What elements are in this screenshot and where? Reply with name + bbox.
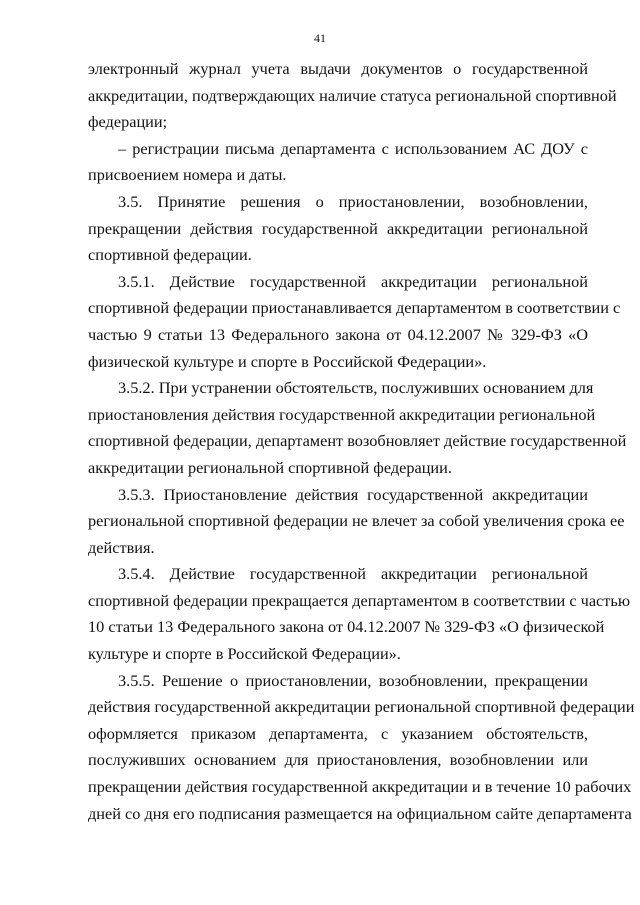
page-number: 41 [314, 31, 326, 45]
text-line: 3.5.3. Приостановление действия государственной аккредитации [118, 484, 588, 504]
text-line: 10 статьи 13 Федерального закона от 04.12.2007 № 329-ФЗ «О физической [88, 617, 605, 637]
text-line: 3.5.5. Решение о приостановлении, возобновлении, прекращении [118, 670, 588, 690]
text-line: частью 9 статьи 13 Федерального закона от 04.12.2007 № 329-ФЗ «О [88, 324, 588, 344]
text-line: оформляется приказом департамента, с указанием обстоятельств, [88, 723, 588, 743]
text-line: дней со дня его подписания размещается на официальном сайте департамента [88, 803, 632, 823]
text-line: 3.5. Принятие решения о приостановлении, возобновлении, [118, 191, 588, 211]
paragraph-p35 [88, 189, 588, 269]
text-line: аккредитации, подтверждающих наличие статуса региональной спортивной [88, 85, 617, 105]
text-line: действия. [88, 537, 155, 557]
paragraph-p354 [88, 561, 630, 667]
text-line: прекращении действия государственной аккредитации региональной [88, 218, 588, 238]
paragraph-cont [88, 56, 617, 136]
paragraph-p355 [88, 668, 635, 828]
text-line: спортивной федерации приостанавливается департаментом в соответствии с [88, 298, 621, 318]
paragraph-p352 [88, 375, 627, 481]
text-line: физической культуре и спорте в Российской Федерации». [88, 351, 487, 371]
text-line: – регистрации письма департамента с использованием АС ДОУ с [118, 138, 588, 158]
text-line: электронный журнал учета выдачи документов о государственной [88, 59, 588, 78]
text-line: спортивной федерации прекращается департаментом в соответствии с частью [88, 590, 630, 610]
text-line: 3.5.2. При устранении обстоятельств, послуживших основанием для [118, 378, 594, 398]
text-line: приостановления действия государственной аккредитации региональной [88, 404, 596, 424]
text-line: действия государственной аккредитации региональной спортивной федерации [88, 697, 635, 717]
text-line: послуживших основанием для приостановления, возобновлении или [88, 750, 588, 770]
text-line: федерации; [88, 112, 168, 132]
text-line: аккредитации региональной спортивной федерации. [88, 457, 452, 477]
text-line: региональной спортивной федерации не влечет за собой увеличения срока ее [88, 511, 625, 531]
paragraph-dash [88, 136, 588, 189]
text-line: спортивной федерации, департамент возобновляет действие государственной [88, 431, 627, 451]
text-line: культуре и спорте в Российской Федерации». [88, 644, 401, 664]
text-line: прекращении действия государственной аккредитации и в течение 10 рабочих [88, 777, 632, 797]
text-line: 3.5.1. Действие государственной аккредитации региональной [118, 271, 588, 291]
document-body [88, 56, 635, 827]
text-line: 3.5.4. Действие государственной аккредитации региональной [118, 564, 588, 584]
text-line: спортивной федерации. [88, 245, 252, 265]
text-line: присвоением номера и даты. [88, 165, 287, 185]
paragraph-p351 [88, 269, 621, 375]
paragraph-p353 [88, 482, 625, 562]
